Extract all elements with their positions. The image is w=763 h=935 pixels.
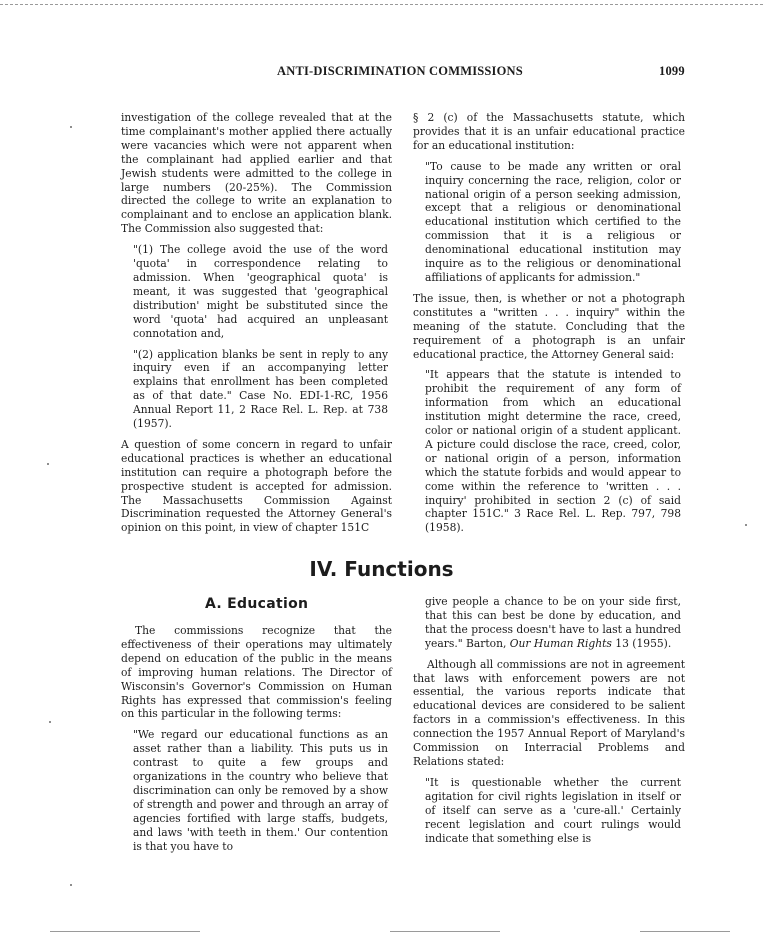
- block-quote: "It appears that the statute is intended to prohibit the requirement of any form of information from which an educational institution might determine the race, creed, color or national origin of a student applicant. A picture could disclose the race, creed, color, or national origin of a person, information which the statute forbids and would appear to come within the reference to 'written . . . inquiry' prohibited in section 2 (c) of said chapter 151C." 3 Race Rel. L. Rep. 797, 798 (1958).: [425, 368, 681, 535]
- left-column-bottom: [121, 624, 392, 861]
- paragraph: § 2 (c) of the Massachusetts statute, which provides that it is an unfair educational practice for an educational institution:: [413, 111, 685, 152]
- paragraph: A question of some concern in regard to unfair educational practices is whether an educational institution can require a photograph before the prospective student is accepted for admission. The Massachusetts Commission Against Discrimination requested the Attorney General's opinion on this point, in view of chapter 151C: [121, 437, 392, 535]
- paragraph: investigation of the college revealed that at the time complainant's mother applied there actually were vacancies which were not apparent when the complainant had applied earlier and that Jewish students were admitted to the college in large numbers (20-25%). The Commission directed the college to write an explanation to complainant and to enclose an application blank. The Commission also suggested that:: [121, 111, 392, 236]
- block-quote: "(2) application blanks be sent in reply to any inquiry even if an accompanying letter explains that enrollment has been completed as of that date." Case No. EDI-1-RC, 1956 Annual Report 11, 2 Race Rel. L. Rep. at 738 (1957).: [133, 347, 388, 431]
- subsection-heading: A. Education: [205, 596, 309, 612]
- block-quote: "(1) The college avoid the use of the word 'quota' in correspondence relating to admission. When 'geographical quota' is meant, it was suggested that 'geographical distribution' might be substituted since the word 'quota' had acquired an unpleasant connotation and,: [133, 243, 388, 340]
- block-quote-continued: [425, 595, 681, 651]
- scan-speck: [47, 463, 49, 465]
- scan-speck: [49, 721, 51, 723]
- paragraph: The commissions recognize that the effectiveness of their operations may ultimately depend on education of the public in the means of improving human relations. The Director of Wisconsin's Governor's Commission on Human Rights has expressed that commission's feeling on this particular in the following terms:: [121, 624, 392, 721]
- scan-speck: [70, 126, 72, 128]
- page-number: 1099: [659, 64, 685, 78]
- paragraph: The issue, then, is whether or not a photograph constitutes a "written . . . inquiry" within the meaning of the statute. Concluding that the requirement of a photograph is an unfair educational practice, the Attorney General said:: [413, 291, 685, 361]
- citation-text: 13 (1955).: [611, 636, 672, 650]
- section-heading: IV. Functions: [309, 557, 454, 581]
- bottom-rule-middle: [390, 931, 500, 932]
- block-quote: "It is questionable whether the current agitation for civil rights legislation in itself or of itself can serve as a 'cure-all.' Certainly recent legislation and court rulings would indicate that something else is: [425, 775, 681, 845]
- bottom-rule-right: [640, 931, 730, 932]
- paragraph: Although all commissions are not in agreement that laws with enforcement powers are not essential, the various reports indicate that educational devices are considered to be salient factors in a commission's effectiveness. In this connection the 1957 Annual Report of Maryland's Commission on Interracial Problems and Relations stated:: [413, 657, 685, 768]
- running-title: ANTI-DISCRIMINATION COMMISSIONS: [277, 64, 523, 78]
- block-quote: "We regard our educational functions as an asset rather than a liability. This puts us in contrast to quite a few groups and organizations in the country who believe that discrimination can only be removed by a show of strength and power and through an array of agencies fortified with large staffs, budgets, and laws 'with teeth in them.' Our contention is that you have to: [133, 728, 388, 853]
- bottom-rule-left: [50, 931, 200, 932]
- book-title: Our Human Rights: [509, 636, 612, 650]
- left-column-top: [121, 111, 392, 542]
- scan-speck: [745, 524, 747, 526]
- right-column-bottom: [413, 595, 685, 852]
- quote-text: give people a chance to be on your side first, that this can best be done by education, and that the process doesn't have to last a hundred years." Barton,: [425, 595, 681, 650]
- block-quote: "To cause to be made any written or oral inquiry concerning the race, religion, color or national origin of a person seeking admission, except that a religious or denominational educational institution which certified to the commission that it is a religious or denominational educational institution may inquire as to the religious or denominational affiliations of applicants for admission.": [425, 159, 681, 284]
- right-column-top: [413, 111, 685, 542]
- scan-speck: [70, 884, 72, 886]
- top-dashed-border: [0, 4, 763, 5]
